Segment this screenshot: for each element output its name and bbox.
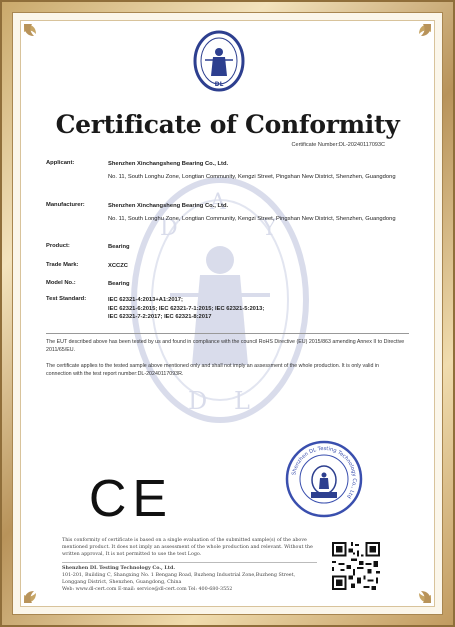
model-field [46, 280, 406, 289]
manufacturer-name: Shenzhen Xinchangsheng Bearing Co., Ltd. [108, 203, 229, 209]
manufacturer-field [46, 202, 406, 223]
logo-letters: DL [214, 81, 224, 88]
compliance-statement: The EUT described above has been tested by us and found in compliance with the council RoHS Directive (EU) 2015/863 amending Annex II to Directive 2011/65/EU. [46, 339, 405, 353]
field-label: Model No.: [46, 280, 76, 286]
dl-logo-icon [193, 30, 245, 92]
field-label: Product: [46, 243, 70, 249]
standard-line: IEC 62321-6:2015; IEC 62321-7-1:2015; IEC 62321-5:2013; [108, 305, 265, 312]
certificate-title: Certificate of Conformity [55, 110, 400, 139]
trade-mark-value: XCCZC [108, 263, 128, 269]
qr-code-icon[interactable] [330, 540, 382, 592]
watermark-letter: D [188, 387, 208, 415]
issuer-contact: Web: www.dl-cert.com E-mail: service@dl-cert.com Tel: 400-680-3552 [62, 587, 233, 592]
applicant-name: Shenzhen Xinchangsheng Bearing Co., Ltd. [108, 161, 229, 167]
watermark-letter: D [160, 216, 178, 241]
watermark-letter: A [210, 190, 226, 215]
certificate-number: Certificate Number:DL-20240117093C [291, 142, 385, 148]
footer-divider [62, 562, 317, 563]
product-value: Bearing [108, 244, 130, 250]
standard-line: IEC 62321-4:2013+A1:2017; [108, 297, 183, 303]
trade-mark-field [46, 262, 406, 271]
manufacturer-address: No. 11, South Longhu Zone, Longtian Community, Kengzi Street, Pingshan New District, Shenzhen, Guangdong [108, 215, 396, 222]
corner-ornament-icon [22, 22, 48, 48]
applicant-address: No. 11, South Longhu Zone, Longtian Community, Kengzi Street, Pingshan New District, Shenzhen, Guangdong [108, 173, 396, 180]
test-standard-field [46, 296, 406, 322]
issuer-company: Shenzhen DL Testing Technology Co., Ltd. [62, 565, 175, 571]
field-label: Applicant: [46, 160, 75, 166]
model-value: Bearing [108, 281, 130, 287]
corner-ornament-icon [407, 579, 433, 605]
ce-mark-icon [88, 470, 174, 528]
scope-statement: The certificate applies to the tested sample above mentioned only and shall not imply an assessment of the whole production. It is only valid in connection with the test report number:DL-20240117093R. [46, 363, 380, 377]
applicant-field [46, 160, 406, 181]
corner-ornament-icon [22, 579, 48, 605]
field-label: Test Standard: [46, 296, 87, 302]
section-divider [46, 333, 409, 334]
product-field [46, 243, 406, 252]
standard-line: IEC 62321-7-2:2017; IEC 62321-8:2017 [108, 314, 212, 320]
ce-letters: CE [88, 470, 174, 528]
issuer-address: 101-201, Building C, Shangxing No. 1 Bengang Road, Buzheng Industrial Zone,Buzheng Street, Longgang District, Shenzhen, Guangdong, China [62, 573, 296, 585]
footnote-text: This conformity of certificate is based on a single evaluation of the submitted sample(s) of the above mentioned product. It does not imply an assessment of the whole production and relevant. Without the written approval, It is not permitted to use the test Logo. [62, 538, 313, 557]
watermark-letter: L [234, 387, 250, 415]
field-label: Trade Mark: [46, 262, 79, 268]
seal-text: Shenzhen DL Testing Technology Co., Ltd [291, 445, 358, 500]
company-seal-icon [285, 440, 363, 518]
watermark-letter: Y [262, 216, 277, 241]
corner-ornament-icon [407, 22, 433, 48]
field-label: Manufacturer: [46, 202, 85, 208]
